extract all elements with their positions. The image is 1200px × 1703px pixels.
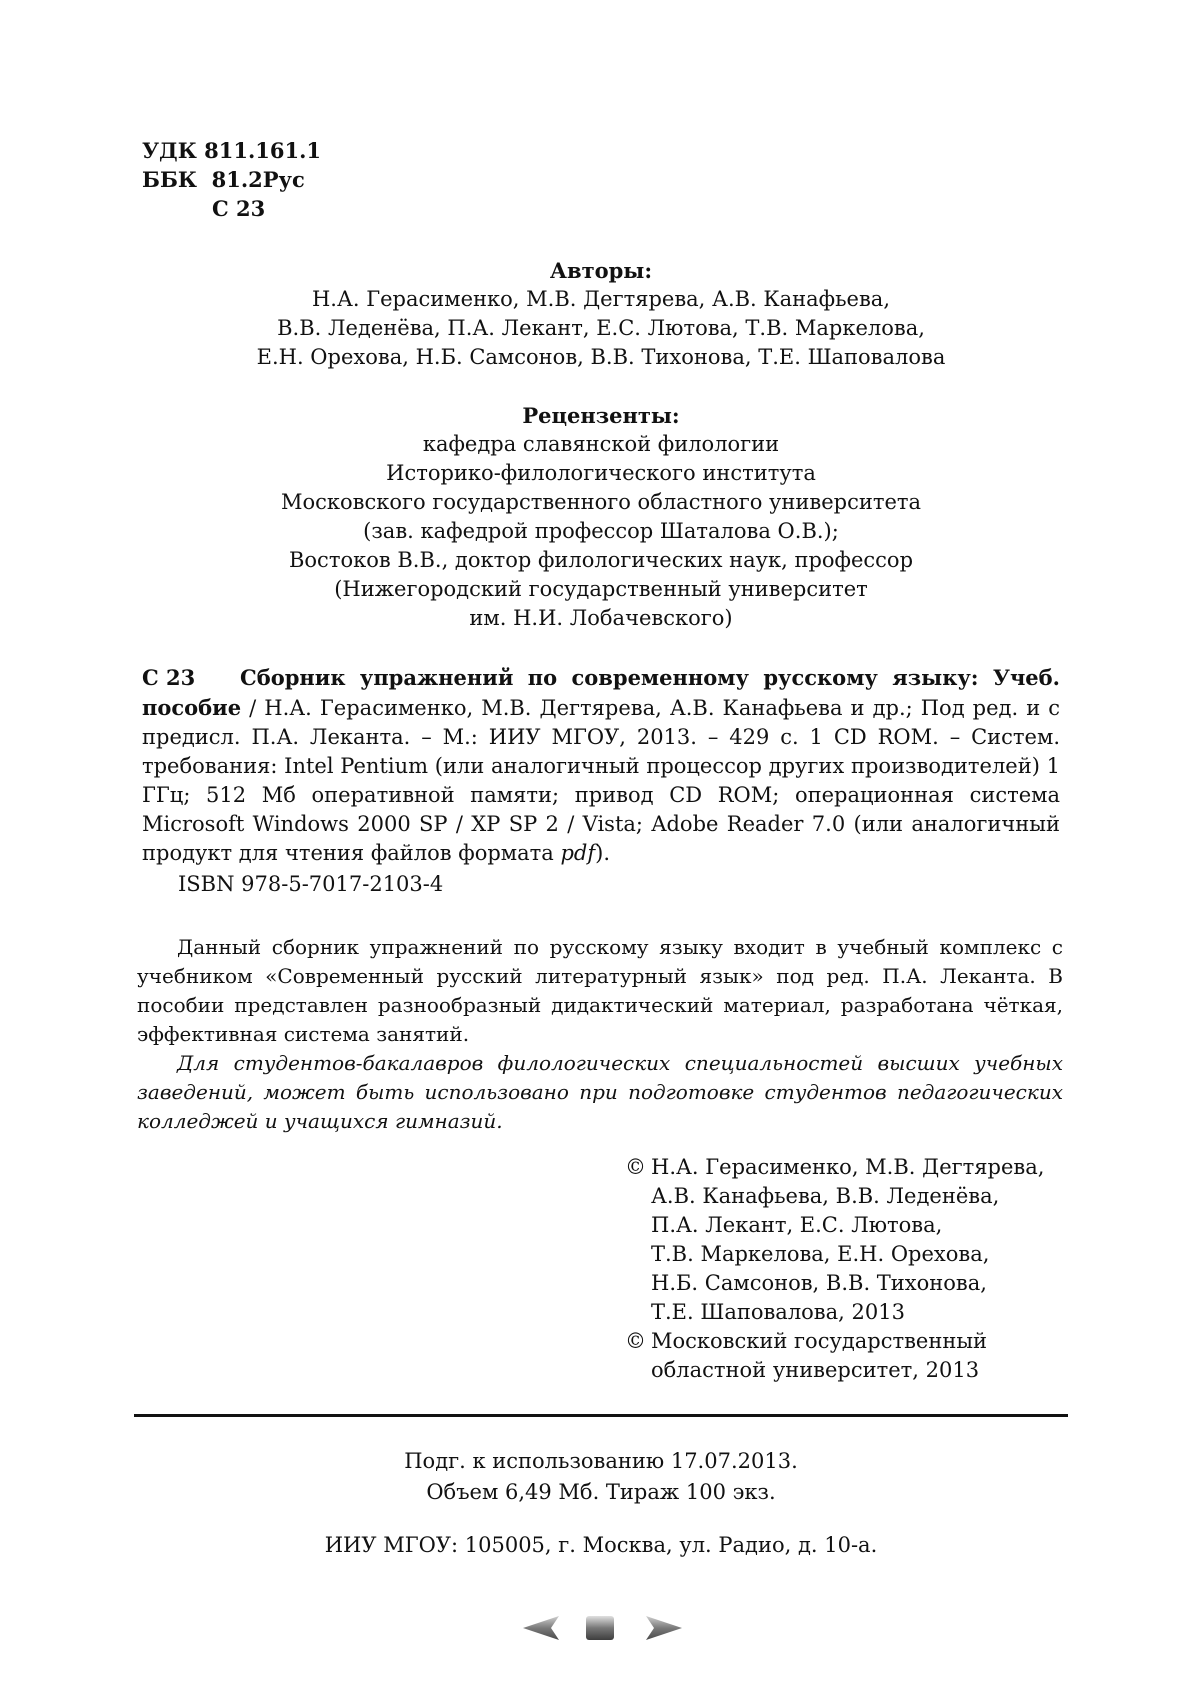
arrow-left-icon[interactable] [521, 1612, 561, 1648]
abstract [137, 933, 1063, 1136]
reviewers-block [142, 401, 1060, 633]
authors-line: Е.Н. Орехова, Н.Б. Самсонов, В.В. Тихонова, Т.Е. Шаповалова [256, 345, 946, 369]
reviewers-heading: Рецензенты: [522, 403, 680, 428]
copyright-line: Н.Б. Самсонов, В.В. Тихонова, [651, 1271, 987, 1295]
reviewers-line: Московского государственного областного университета [280, 490, 922, 514]
copyright-block [625, 1153, 1065, 1385]
imprint-info [134, 1446, 1068, 1508]
authors-line: В.В. Леденёва, П.А. Лекант, Е.С. Лютова, Т.В. Маркелова, [277, 316, 925, 340]
copyright-line: П.А. Лекант, Е.С. Лютова, [651, 1213, 943, 1237]
home-square-icon[interactable] [585, 1612, 615, 1648]
biblio-title: Сборник упражнений по современному русскому языку: Учеб. пособие [142, 665, 1060, 720]
copyright-line: А.В. Канафьева, В.В. Леденёва, [651, 1184, 1000, 1208]
authors-block [142, 256, 1060, 372]
bibliographic-record [142, 663, 1060, 868]
biblio-end: ). [595, 841, 610, 865]
reviewers-line: им. Н.И. Лобачевского) [469, 606, 733, 630]
copyright-line: Т.Е. Шаповалова, 2013 [651, 1300, 905, 1324]
copyright-line: Т.В. Маркелова, Е.Н. Орехова, [651, 1242, 990, 1266]
imprint-prepared: Подг. к использованию 17.07.2013. [404, 1449, 798, 1473]
abstract-audience: Для студентов-бакалавров филологических специальностей высших учебных заведений, может быть использовано при подготовке студентов педагогических колледжей и учащихся гимназий. [137, 1051, 1063, 1133]
isbn: ISBN 978-5-7017-2103-4 [178, 872, 444, 896]
copyright-organization [625, 1327, 1065, 1385]
library-codes [142, 136, 321, 223]
biblio-description: / Н.А. Герасименко, М.В. Дегтярева, А.В. Канафьева и др.; Под ред. и с предисл. П.А. Леканта. – М.: ИИУ МГОУ, 2013. – 429 с. 1 CD ROM. – Систем. требования: Intel Pentium (или аналогичный процессор других производителей) 1 ГГц; 512 Мб оперативной памяти; привод CD ROM; операционная система Microsoft Windows 2000 SP / XP SP 2 / Vista; Adobe Reader 7.0 (или аналогичный продукт для чтения файлов формата [142, 696, 1060, 865]
copyright-symbol: © [625, 1155, 646, 1179]
author-mark: С 23 [212, 196, 266, 221]
copyright-symbol: © [625, 1329, 646, 1353]
page-navigation [0, 1612, 1200, 1652]
reviewers-line: (зав. кафедрой профессор Шаталова О.В.); [363, 519, 839, 543]
abstract-paragraph: Данный сборник упражнений по русскому языку входит в учебный комплекс с учебником «Современный русский литературный язык» под ред. П.А. Леканта. В пособии представлен разнообразный дидактический материал, разработана чёткая, эффективная система занятий. [137, 935, 1063, 1046]
copyright-line: Н.А. Герасименко, М.В. Дегтярева, [651, 1155, 1045, 1179]
reviewers-line: кафедра славянской филологии [422, 432, 780, 456]
arrow-right-icon[interactable] [644, 1612, 684, 1648]
authors-line: Н.А. Герасименко, М.В. Дегтярева, А.В. Канафьева, [311, 287, 891, 311]
imprint-volume: Объем 6,49 Мб. Тираж 100 экз. [426, 1480, 776, 1504]
udk-code: УДК 811.161.1 [142, 138, 322, 163]
copyright-line: областной университет, 2013 [651, 1358, 980, 1382]
reviewers-line: (Нижегородский государственный университет [334, 577, 868, 601]
reviewers-line: Историко-филологического института [386, 461, 816, 485]
biblio-code: С 23 [142, 665, 196, 690]
bbk-code: ББК 81.2Рус [142, 167, 305, 192]
copyright-authors [625, 1153, 1065, 1327]
divider-rule [134, 1414, 1068, 1417]
reviewers-line: Востоков В.В., доктор филологических наук, профессор [288, 548, 914, 572]
authors-heading: Авторы: [549, 258, 653, 283]
imprint-address: ИИУ МГОУ: 105005, г. Москва, ул. Радио, д. 10-а. [324, 1533, 878, 1557]
copyright-line: Московский государственный [651, 1329, 988, 1353]
biblio-format: pdf [560, 841, 596, 865]
